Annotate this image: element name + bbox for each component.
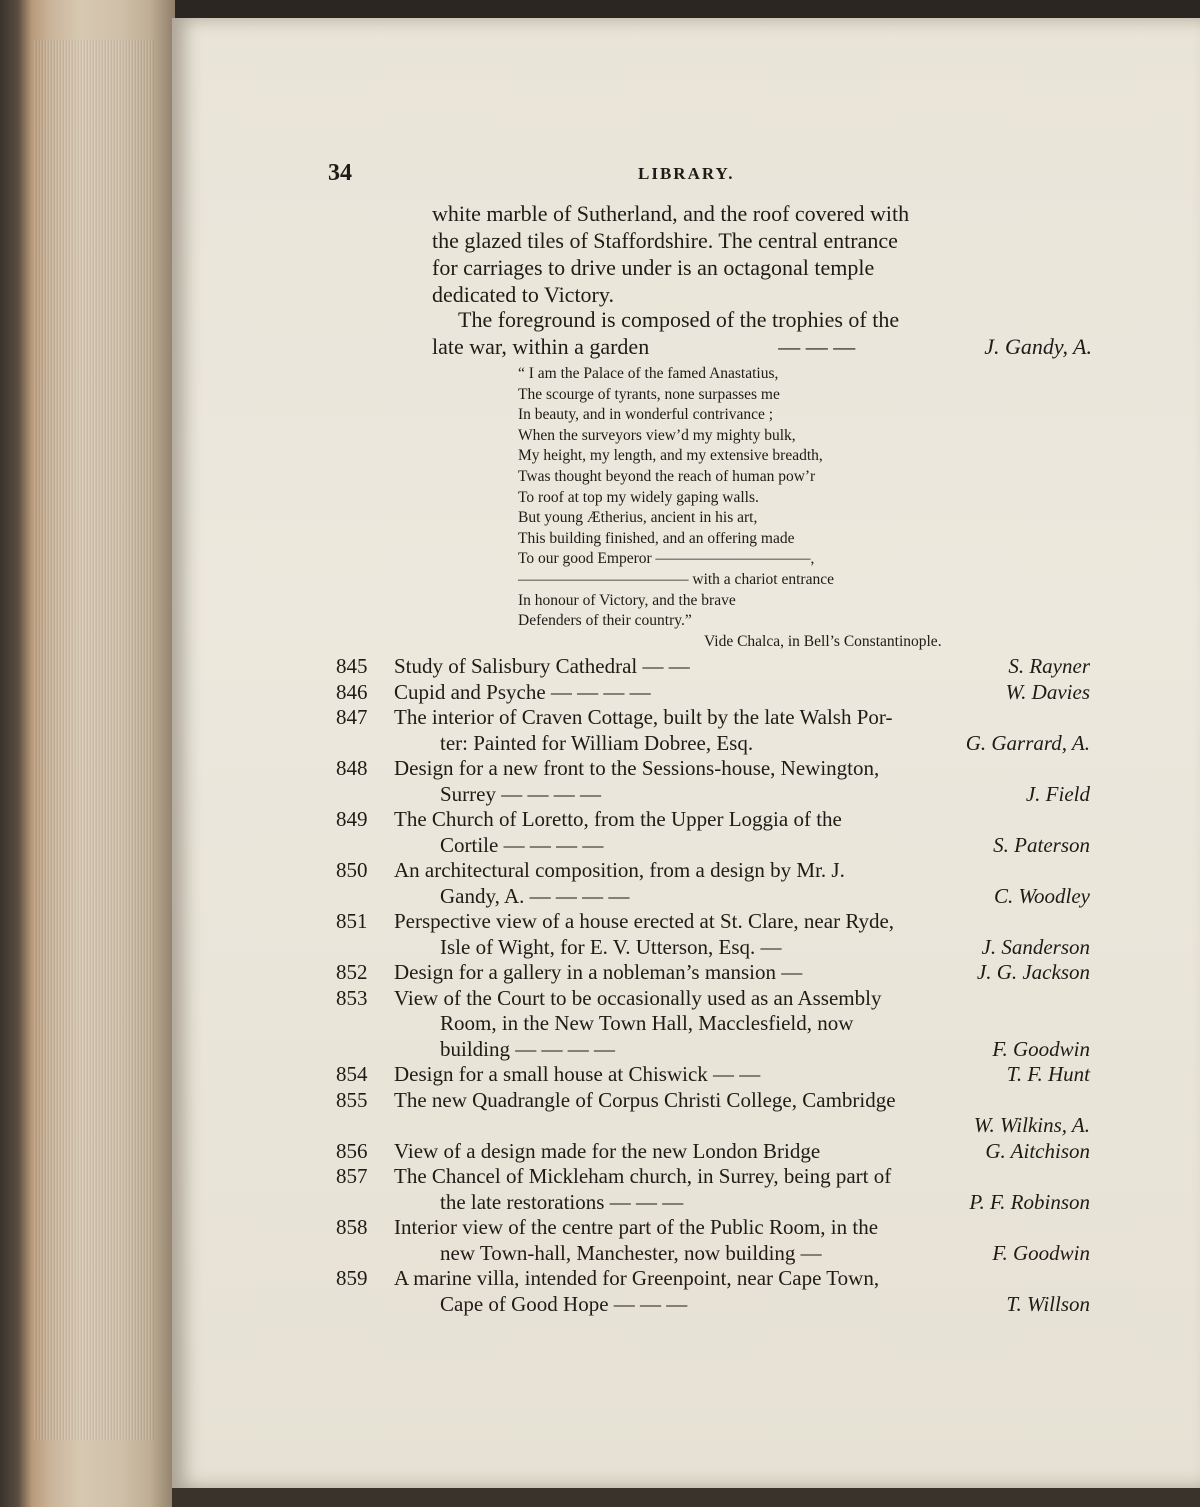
entry-title: A marine villa, intended for Greenpoint, near Cape Town, [394,1266,880,1290]
entry-number: 852 [336,960,368,984]
entry-number: 849 [336,807,368,831]
catalogue-entry [336,1215,1090,1266]
poem-line: But young Ætherius, ancient in his art, [518,509,758,527]
catalogue-entry [336,1139,1090,1165]
poem-citation: Vide Chalca, in Bell’s Constantinople. [704,632,942,650]
entry-title: The new Quadrangle of Corpus Christi College, Cambridge [394,1087,896,1112]
running-head [328,160,1088,190]
entry-title-cont: Isle of Wight, for E. V. Utterson, Esq. — [440,934,782,959]
poem-line: “ I am the Palace of the famed Anastatius, [518,365,779,382]
prose-line: white marble of Sutherland, and the roof covered with [432,201,910,226]
entry-title-cont: Room, in the New Town Hall, Macclesfield, now [440,1011,854,1035]
prose-line: the glazed tiles of Staffordshire. The central entrance [432,228,898,253]
entry-title: An architectural composition, from a design by Mr. J. [394,858,845,882]
entry-artist: W. Wilkins, A. [973,1113,1090,1137]
entry-title: The interior of Craven Cottage, built by the late Walsh Por- [394,705,893,729]
page-number: 34 [328,160,352,186]
entry-artist: T. Willson [1006,1291,1090,1316]
entry-title: View of a design made for the new London Bridge [394,1138,821,1163]
entry-artist: F. Goodwin [992,1036,1090,1061]
entry-number: 848 [336,756,368,780]
entry-title-cont: Surrey — — — — [440,781,601,806]
entry-title-cont: new Town-hall, Manchester, now building — [440,1240,822,1265]
poem-line: When the surveyors view’d my mighty bulk, [518,426,796,444]
entry-title: Interior view of the centre part of the Public Room, in the [394,1215,879,1239]
entry-title: Design for a new front to the Sessions-house, Newington, [394,756,880,780]
catalogue-entry [336,756,1090,807]
entry-title-cont: ter: Painted for William Dobree, Esq. [440,730,754,755]
entry-number: 857 [336,1164,368,1188]
catalogue-entry [336,909,1090,960]
prose-line: for carriages to drive under is an octagonal temple [432,255,875,280]
poem-line: The scourge of tyrants, none surpasses me [518,385,780,403]
entry-number: 847 [336,705,368,729]
entry-title: Perspective view of a house erected at St. Clare, near Ryde, [394,909,895,933]
catalogue-entry [336,705,1090,756]
entry-artist: J. Sanderson [981,934,1090,959]
foreground-paragraph [432,306,1092,360]
entry-title: Study of Salisbury Cathedral — — [394,654,690,678]
foreground-dashes: — — — [778,334,856,359]
entry-title-cont: Gandy, A. — — — — [440,883,630,908]
poem-line: My height, my length, and my extensive breadth, [518,447,823,465]
entry-artist: F. Goodwin [992,1240,1090,1265]
foreground-line: The foreground is composed of the trophies of the [458,307,900,332]
catalogue-entry [336,960,1090,986]
entry-number: 859 [336,1266,368,1290]
entry-title: The Chancel of Mickleham church, in Surrey, being part of [394,1164,892,1188]
poem-line: To our good Emperor ——————————, [518,550,815,568]
foreground-artist: J. Gandy, A. [984,334,1092,359]
entry-title: View of the Court to be occasionally used as an Assembly [394,985,882,1010]
entry-number: 855 [336,1087,368,1112]
poem-line: In honour of Victory, and the brave [518,591,736,609]
entry-artist: C. Woodley [993,883,1090,908]
entry-title: Design for a small house at Chiswick — — [394,1062,761,1086]
entry-number: 856 [336,1138,368,1163]
running-title: LIBRARY. [638,164,735,183]
entry-title: Cupid and Psyche — — — — [394,679,651,704]
catalogue-entry [336,1062,1090,1088]
catalogue-entry [336,858,1090,909]
prose-line: dedicated to Victory. [432,282,614,307]
entry-title: The Church of Loretto, from the Upper Loggia of the [394,807,842,831]
entry-number: 854 [336,1062,368,1086]
entry-title-cont: the late restorations — — — [440,1189,684,1214]
book-page-edges [0,0,175,1507]
entry-artist: W. Davies [1005,679,1090,704]
entry-title-cont: Cortile — — — — [440,832,604,857]
entry-number: 850 [336,858,368,882]
entry-artist: P. F. Robinson [969,1189,1090,1214]
poem-line: Twas thought beyond the reach of human pow’r [518,467,816,485]
entry-number: 858 [336,1215,368,1239]
catalogue-entries [336,654,1090,1317]
entry-title: Design for a gallery in a nobleman’s mansion — [394,960,803,984]
catalogue-entry [336,1164,1090,1215]
bottom-shadow [172,1488,1200,1507]
poem-line: In beauty, and in wonderful contrivance ; [518,406,774,424]
page-stack [34,40,154,1440]
entry-artist: T. F. Hunt [1006,1062,1090,1086]
entry-number: 845 [336,654,368,678]
entry-number: 851 [336,909,368,933]
catalogue-entry [336,986,1090,1063]
description-prose [432,200,992,308]
entry-artist: G. Aitchison [985,1138,1090,1163]
poem-line: This building finished, and an offering made [518,529,795,547]
poem-line: To roof at top my widely gaping walls. [518,488,759,506]
entry-title-cont: Cape of Good Hope — — — [440,1291,688,1316]
catalogue-entry [336,1088,1090,1139]
foreground-line: late war, within a garden [432,334,650,359]
entry-artist: S. Rayner [1008,654,1090,678]
catalogue-entry [336,680,1090,706]
entry-artist: S. Paterson [993,832,1090,857]
entry-title-cont: building — — — — [440,1036,616,1061]
poem-line: Defenders of their country.” [518,612,692,630]
catalogue-entry [336,1266,1090,1317]
entry-number: 846 [336,679,368,704]
entry-artist: J. G. Jackson [976,960,1090,984]
entry-number: 853 [336,985,368,1010]
entry-artist: J. Field [1025,781,1090,806]
catalogue-entry [336,807,1090,858]
poem-quotation [518,364,1058,652]
poem-line: ——————————— with a chariot entrance [518,570,834,588]
entry-artist: G. Garrard, A. [965,730,1090,755]
catalogue-entry [336,654,1090,680]
